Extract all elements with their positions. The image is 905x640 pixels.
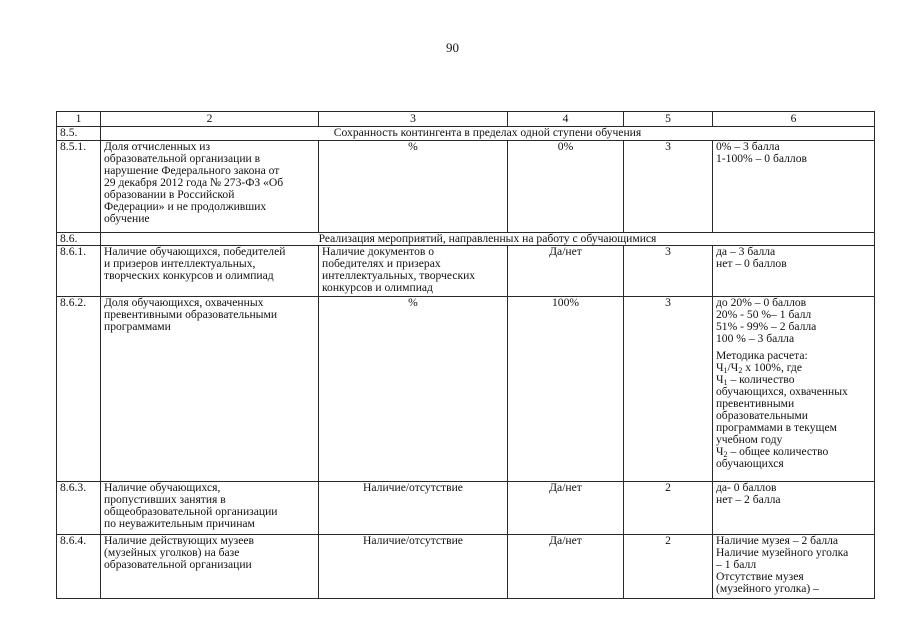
scoring-cell [713, 246, 875, 297]
unit-cell [319, 141, 508, 233]
row-number: 8.6.3. [57, 482, 101, 535]
max-score-cell: 3 [624, 297, 713, 482]
row-number: 8.5.1. [57, 141, 101, 233]
indicator-line: по неуважительным причинам [104, 517, 255, 530]
indicator-cell [101, 482, 319, 535]
unit-line: % [408, 296, 418, 309]
indicator-line: образовании в Российской [104, 188, 235, 201]
method-variable-1: $Ч_1$ – количество [716, 373, 795, 387]
table-row [57, 141, 875, 233]
indicator-line: Федерации» и не продолживших [104, 200, 267, 213]
section-number: 8.5. [57, 127, 101, 141]
scoring-line: Отсутствие музея [716, 570, 804, 583]
table-row [57, 535, 875, 599]
method-line: превентивными [716, 397, 795, 410]
method-formula: $Ч_1/Ч_2$ х 100%, где [716, 361, 802, 375]
max-score-cell: 3 [624, 246, 713, 297]
table-row [57, 297, 875, 482]
indicator-line: образовательной организации в [104, 152, 261, 165]
column-header: 5 [624, 112, 713, 127]
unit-line: интеллектуальных, творческих [322, 269, 476, 282]
scoring-line: Наличие музейного уголка [716, 546, 849, 559]
scoring-line: 100 % – 3 балла [716, 332, 795, 345]
column-header: 3 [319, 112, 508, 127]
value-cell: Да/нет [508, 535, 624, 599]
scoring-line: до 20% – 0 баллов [716, 296, 807, 309]
indicator-line: обучение [104, 212, 150, 225]
section-number: 8.6. [57, 233, 101, 246]
indicator-line: творческих конкурсов и олимпиад [104, 269, 274, 282]
method-line: программами в текущем [716, 421, 837, 434]
indicator-cell [101, 535, 319, 599]
scoring-line: (музейного уголка) – [716, 582, 819, 595]
scoring-line: 0% – 3 балла [716, 140, 780, 153]
section-title: Сохранность контингента в пределах одной ступени обучения [101, 127, 875, 141]
indicator-line: Доля обучающихся, охваченных [104, 296, 264, 309]
method-line: учебном году [716, 433, 783, 446]
indicator-line: превентивными образовательными [104, 308, 278, 321]
table-row [57, 482, 875, 535]
scoring-line: да- 0 баллов [716, 481, 777, 494]
scoring-line: 51% - 99% – 2 балла [716, 320, 817, 333]
unit-line: % [408, 140, 418, 153]
unit-cell [319, 297, 508, 482]
unit-cell [319, 482, 508, 535]
method-line: обучающихся, охваченных [716, 385, 848, 398]
indicator-line: Наличие обучающихся, победителей [104, 245, 286, 258]
indicator-cell [101, 297, 319, 482]
unit-cell [319, 535, 508, 599]
scoring-line: нет – 2 балла [716, 493, 781, 506]
row-number: 8.6.2. [57, 297, 101, 482]
section-row [57, 127, 875, 141]
method-line: образовательными [716, 409, 808, 422]
scoring-cell [713, 297, 875, 482]
max-score-cell: 2 [624, 535, 713, 599]
indicator-line: (музейных уголков) на базе [104, 546, 240, 559]
value-cell: 0% [508, 141, 624, 233]
indicator-line: образовательной организации [104, 558, 252, 571]
table-row [57, 246, 875, 297]
page-number: 90 [446, 40, 459, 55]
max-score-cell: 2 [624, 482, 713, 535]
method-title: Методика расчета: [716, 349, 808, 362]
indicator-line: и призеров интеллектуальных, [104, 257, 256, 270]
scoring-line: – 1 балл [716, 558, 757, 571]
section-row [57, 233, 875, 246]
row-number: 8.6.4. [57, 535, 101, 599]
section-title: Реализация мероприятий, направленных на работу с обучающимися [101, 233, 875, 246]
column-header: 6 [713, 112, 875, 127]
indicator-line: общеобразовательной организации [104, 505, 278, 518]
indicator-line: нарушение Федерального закона от [104, 164, 280, 177]
scoring-cell [713, 535, 875, 599]
column-header: 1 [57, 112, 101, 127]
column-header: 2 [101, 112, 319, 127]
value-cell: 100% [508, 297, 624, 482]
max-score-cell: 3 [624, 141, 713, 233]
value-cell: Да/нет [508, 246, 624, 297]
indicator-line: Наличие обучающихся, [104, 481, 221, 494]
unit-line: Наличие документов о [322, 245, 435, 258]
method-variable-2: $Ч_2$ – общее количество [716, 445, 829, 459]
column-header: 4 [508, 112, 624, 127]
indicator-cell [101, 246, 319, 297]
unit-line: Наличие/отсутствие [363, 481, 463, 494]
unit-line: победителях и призерах [322, 257, 441, 270]
unit-line: Наличие/отсутствие [363, 534, 463, 547]
column-number-row [57, 112, 875, 127]
scoring-cell [713, 482, 875, 535]
scoring-line: да – 3 балла [716, 245, 776, 258]
scoring-line: 1-100% – 0 баллов [716, 152, 807, 165]
scoring-line: нет – 0 баллов [716, 257, 787, 270]
scoring-cell [713, 141, 875, 233]
indicator-cell [101, 141, 319, 233]
unit-cell [319, 246, 508, 297]
indicator-line: Доля отчисленных из [104, 140, 211, 153]
criteria-table [56, 111, 875, 599]
indicator-line: пропустивших занятия в [104, 493, 226, 506]
scoring-line: 20% - 50 %– 1 балл [716, 308, 812, 321]
value-cell: Да/нет [508, 482, 624, 535]
row-number: 8.6.1. [57, 246, 101, 297]
indicator-line: Наличие действующих музеев [104, 534, 254, 547]
scoring-line: Наличие музея – 2 балла [716, 534, 839, 547]
indicator-line: 29 декабря 2012 года № 273-ФЗ «Об [104, 176, 284, 189]
unit-line: конкурсов и олимпиад [322, 281, 433, 294]
method-line: обучающихся [716, 457, 784, 470]
indicator-line: программами [104, 320, 171, 333]
